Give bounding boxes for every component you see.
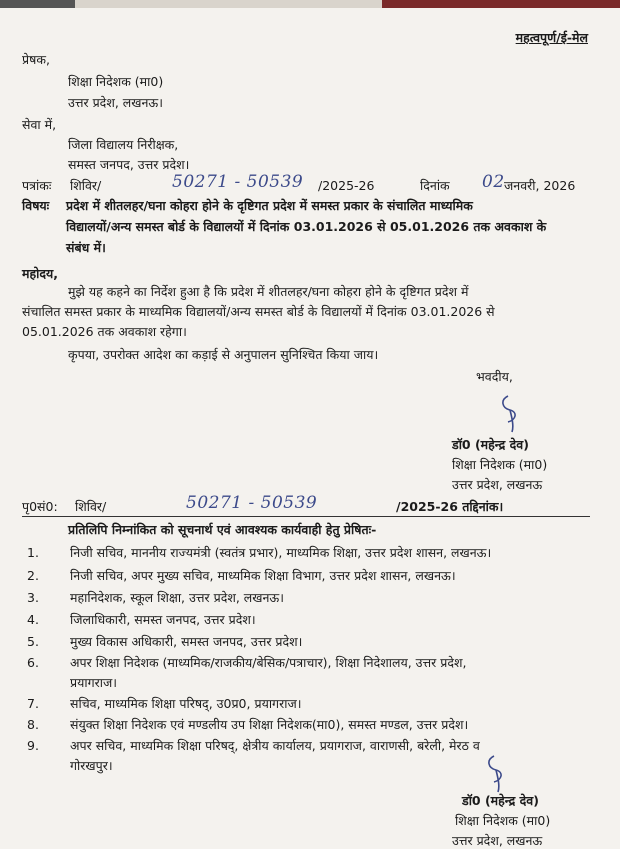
reference-date-day: 02 bbox=[482, 172, 505, 192]
copy-text: सचिव, माध्यमिक शिक्षा परिषद्, उ0प्र0, प्रयागराज। bbox=[70, 696, 302, 711]
copy-text: संयुक्त शिक्षा निदेशक एवं मण्डलीय उप शिक्षा निदेशक(मा0), समस्त मण्डल, उत्तर प्रदेश। bbox=[70, 717, 469, 732]
endorsement-session-date: /2025-26 तद्दिनांक। bbox=[396, 499, 504, 514]
copy-number: 3. bbox=[27, 590, 39, 605]
copy-text: महानिदेशक, स्कूल शिक्षा, उत्तर प्रदेश, लखनऊ। bbox=[70, 590, 284, 605]
reference-date-label: दिनांक bbox=[420, 178, 450, 193]
copy-text: निजी सचिव, अपर मुख्य सचिव, माध्यमिक शिक्षा विभाग, उत्तर प्रदेश शासन, लखनऊ। bbox=[70, 568, 456, 583]
copy-item bbox=[27, 632, 592, 651]
reference-number-handwritten: 50271 - 50539 bbox=[172, 172, 304, 192]
sender-line2: उत्तर प्रदेश, लखनऊ। bbox=[68, 95, 163, 110]
copy-number: 6. bbox=[27, 655, 39, 670]
endorsement-number-handwritten: 50271 - 50539 bbox=[186, 493, 318, 513]
reference-label: पत्रांकः bbox=[22, 178, 52, 193]
subject-line3: संबंध में। bbox=[66, 240, 106, 255]
signature1-title: शिक्षा निदेशक (मा0) bbox=[452, 457, 548, 472]
signature1-name: डॉ0 (महेन्द्र देव) bbox=[452, 437, 529, 452]
closing: भवदीय, bbox=[476, 369, 513, 384]
signature2-title: शिक्षा निदेशक (मा0) bbox=[455, 813, 551, 828]
reference-prefix: शिविर/ bbox=[70, 178, 102, 193]
endorsement-label: पृ0सं0: bbox=[22, 499, 58, 514]
copy-number: 4. bbox=[27, 612, 39, 627]
copy-text: मुख्य विकास अधिकारी, समस्त जनपद, उत्तर प्रदेश। bbox=[70, 634, 303, 649]
copy-number: 9. bbox=[27, 738, 39, 753]
para1-line3: 05.01.2026 तक अवकाश रहेगा। bbox=[22, 324, 187, 339]
sender-line1: शिक्षा निदेशक (मा0) bbox=[68, 74, 164, 89]
copy-item bbox=[27, 694, 592, 713]
copy-item bbox=[27, 653, 592, 691]
salutation: महोदय, bbox=[22, 266, 58, 281]
reference-session: /2025-26 bbox=[318, 178, 375, 193]
copy-text: निजी सचिव, माननीय राज्यमंत्री (स्वतंत्र प्रभार), माध्यमिक शिक्षा, उत्तर प्रदेश शासन, लखनऊ। bbox=[70, 545, 492, 560]
para2: कृपया, उपरोक्त आदेश का कड़ाई से अनुपालन सुनिश्चित किया जाय। bbox=[68, 347, 379, 362]
sender-label: प्रेषक, bbox=[22, 52, 50, 67]
para1-line2: संचालित समस्त प्रकार के माध्यमिक विद्यालयों/अन्य समस्त बोर्ड के विद्यालयों में दिनांक 03.01.2026 से bbox=[22, 304, 495, 319]
para1-line1: मुझे यह कहने का निर्देश हुआ है कि प्रदेश में शीतलहर/घना कोहरा होने के दृष्टिगत प्रदेश में bbox=[68, 284, 469, 299]
copy-number: 5. bbox=[27, 634, 39, 649]
priority-marker: महत्वपूर्ण/ई-मेल bbox=[515, 30, 588, 45]
subject-line2: विद्यालयों/अन्य समस्त बोर्ड के विद्यालयों में दिनांक 03.01.2026 से 05.01.2026 तक अवकाश के bbox=[66, 219, 547, 234]
copy-text: अपर सचिव, माध्यमिक शिक्षा परिषद्, क्षेत्रीय कार्यालय, प्रयागराज, वाराणसी, बरेली, मेरठ व bbox=[70, 738, 480, 753]
signature-mark-2 bbox=[476, 752, 516, 794]
signature1-place: उत्तर प्रदेश, लखनऊ bbox=[452, 477, 543, 492]
recipient-line1: जिला विद्यालय निरीक्षक, bbox=[68, 137, 179, 152]
top-banner-right bbox=[382, 0, 620, 8]
top-banner-left bbox=[0, 0, 75, 8]
copy-text: जिलाधिकारी, समस्त जनपद, उत्तर प्रदेश। bbox=[70, 612, 256, 627]
reference-date-rest: जनवरी, 2026 bbox=[504, 178, 576, 193]
endorsement-prefix: शिविर/ bbox=[75, 499, 107, 514]
copy-text-continued: प्रयागराज। bbox=[70, 675, 118, 690]
copy-text-continued: गोरखपुर। bbox=[70, 758, 113, 773]
copy-number: 1. bbox=[27, 545, 39, 560]
copy-item bbox=[27, 715, 592, 734]
recipient-line2: समस्त जनपद, उत्तर प्रदेश। bbox=[68, 157, 190, 172]
signature-mark-1 bbox=[490, 392, 530, 434]
copy-number: 8. bbox=[27, 717, 39, 732]
endorsement-rule bbox=[22, 516, 590, 517]
copy-text: अपर शिक्षा निदेशक (माध्यमिक/राजकीय/बेसिक/पत्राचार), शिक्षा निदेशालय, उत्तर प्रदेश, bbox=[70, 655, 467, 670]
copies-heading: प्रतिलिपि निम्नांकित को सूचनार्थ एवं आवश्यक कार्यवाही हेतु प्रेषितः- bbox=[68, 522, 377, 537]
subject-label: विषयः bbox=[22, 198, 50, 213]
signature2-place: उत्तर प्रदेश, लखनऊ bbox=[452, 833, 543, 848]
copy-item bbox=[27, 543, 592, 562]
subject-line1: प्रदेश में शीतलहर/घना कोहरा होने के दृष्टिगत प्रदेश में समस्त प्रकार के संचालित माध्यमिक bbox=[66, 198, 473, 213]
top-cropped-banner bbox=[0, 0, 620, 8]
copy-item bbox=[27, 566, 592, 585]
copy-item bbox=[27, 610, 592, 629]
copy-item bbox=[27, 588, 592, 607]
copy-number: 7. bbox=[27, 696, 39, 711]
recipient-label: सेवा में, bbox=[22, 117, 57, 132]
copy-number: 2. bbox=[27, 568, 39, 583]
signature2-name: डॉ0 (महेन्द्र देव) bbox=[462, 793, 539, 808]
